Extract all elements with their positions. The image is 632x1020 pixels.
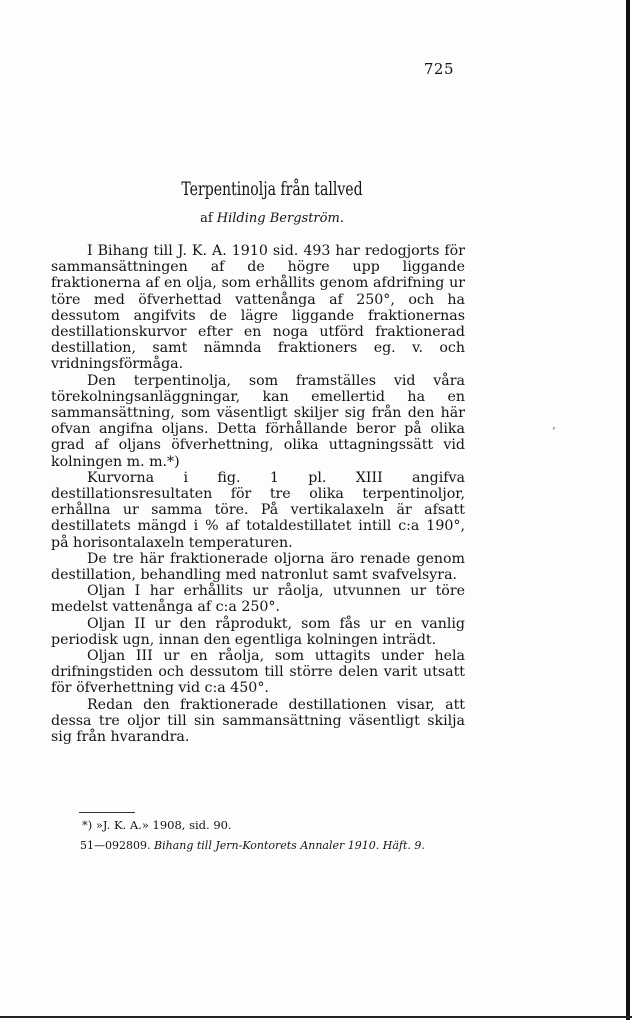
paragraph: De tre här fraktionerade oljorna äro renade genom destillation, behandling med natronlut samt svafvelsyra. [51,550,465,584]
journal-name: Bihang till Jern-Kontorets Annaler 1910. [154,839,380,852]
page-number: 725 [423,60,454,78]
article-title: Terpentinolja från tallved [181,178,363,200]
paragraph: Redan den fraktionerade destillationen visar, att dessa tre oljor till sin sammansättning väsentligt skilja sig från hvarandra. [51,696,465,746]
article-body [51,243,465,745]
paragraph: Kurvorna i fig. 1 pl. XIII angifva destillationsresultaten för tre olika terpentinoljor, erhållna ur samma töre. På vertikalaxeln är afsatt destillatets mängd i % af totaldestillatet intill c:a 190°, på horisontalaxeln temperaturen. [51,469,465,551]
footnote: *) »J. K. A.» 1908, sid. 90. [82,818,232,832]
footnote-divider [79,812,135,813]
byline-prefix: af [200,211,213,226]
paragraph: I Bihang till J. K. A. 1910 sid. 493 har redogjorts för sammansättningen af de högre upp liggande fraktionerna af en olja, som erhållits genom afdrifning ur töre med öfverhettad vattenånga af 250°, och ha dessutom angifvits de lägre liggande fraktionernas destillationskurvor efter en noga utförd fraktionerad destillation, samt nämnda fraktioners eg. v. och vridningsförmåga. [51,243,465,373]
bottom-edge-line [0,1016,632,1018]
margin-pencil-mark: ʻ [552,425,556,438]
publication-info [80,839,480,852]
paragraph: Oljan III ur en råolja, som uttagits under hela drifningstiden och dessutom till större delen varit utsatt för öfverhettning vid c:a 450°. [51,648,465,697]
issue-number: Häft. 9. [382,839,425,852]
paragraph: Oljan I har erhållits ur råolja, utvunnen ur töre medelst vattenånga af c:a 250°. [51,583,465,616]
paragraph: Den terpentinolja, som framställes vid våra törekolningsanläggningar, kan emellertid ha en sammansättning, som väsentligt skiljer sig från den här ofvan angifna oljans. Detta förhållande beror på olika grad af oljans öfverhettning, olika uttagningssätt vid kolningen m. m.*) [51,372,465,470]
page-edge-line [626,0,630,1020]
paragraph: Oljan II ur den råprodukt, som fås ur en vanlig periodisk ugn, innan den egentliga kolningen inträdt. [51,615,465,648]
byline [0,211,544,226]
author-name: Hilding Bergström. [216,211,344,226]
print-code: 51—092809. [80,839,151,852]
